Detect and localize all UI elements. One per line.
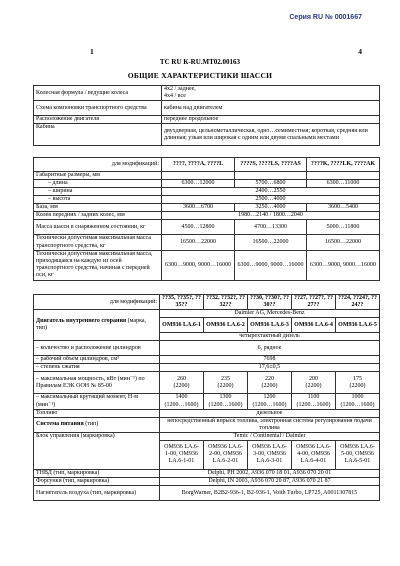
modifications-label: для модификаций:	[34, 295, 160, 310]
cell-value: 16500…22000	[307, 235, 380, 250]
cell-value: 4700…13300	[235, 220, 307, 235]
cell-value: 6300…9000, 9000…16000	[162, 250, 235, 280]
cell-value: 220 (2200)	[248, 372, 292, 394]
modification-header: ????K, ????LK, ????AK	[307, 158, 380, 172]
table-row	[34, 172, 380, 180]
table-row	[34, 188, 380, 196]
cell-value: 6, рядное	[160, 341, 380, 356]
engine-model: OM936 LA.6-2	[204, 318, 248, 333]
table-row	[34, 372, 380, 394]
table-row	[34, 124, 380, 146]
table-row	[34, 486, 380, 501]
cell-value: 6300…11000	[307, 180, 380, 188]
cell-value: 235 (2200)	[204, 372, 248, 394]
modification-header: ????S, ????LS, ????AS	[235, 158, 307, 172]
engine-model: OM936 LA.6-3	[248, 318, 292, 333]
row-label: Расположение двигателя	[34, 116, 162, 124]
cell-value: 1000 (1200…1600)	[336, 394, 380, 409]
modification-header: ????, ????A, ????L	[162, 158, 235, 172]
cell-value: 3250…4000	[235, 204, 307, 212]
modification-header: ??35, ??35?, ??35??	[160, 295, 204, 310]
table-row	[34, 356, 380, 364]
cell-value: 1400 (1200…1600)	[160, 394, 204, 409]
ecu-model: OM936 LA.6-4-00, OM936 LA.6-4-01	[292, 440, 336, 469]
cell-value: 1300 (1200…1600)	[204, 394, 248, 409]
table-row	[34, 116, 380, 124]
table-row	[34, 341, 380, 356]
cell-value: 3600…5400	[307, 204, 380, 212]
cell-value: 16500…22000	[162, 235, 235, 250]
row-label: – количество и расположение цилиндров	[34, 341, 160, 356]
row-label: – максимальная мощность, кВт (мин⁻¹) по Правилам ЕЭК ООН № 85-00	[34, 372, 160, 394]
row-label: Нагнетатель воздуха (тип, маркировка)	[34, 486, 160, 501]
cell-value: Delphi, IN 2003, A936 070 20 87, A936 070 21 87	[160, 478, 380, 486]
table-row	[34, 101, 380, 116]
row-label: Блок управления (маркировка)	[34, 432, 160, 469]
cell-value: 5700…6800	[235, 180, 307, 188]
row-value: переднее продольное	[162, 116, 380, 124]
cell-value: 260 (2200)	[160, 372, 204, 394]
row-label: – длина	[34, 180, 162, 188]
ecu-maker: Temic / Continental / Daimler	[160, 432, 380, 440]
row-value: кабина над двигателем	[162, 101, 380, 116]
row-label: Технически допустимая максимальная масса, приходящаяся на каждую из осей транспортного средства, начиная с передней оси, кг	[34, 250, 162, 280]
dimensions-table	[33, 157, 380, 281]
table-row	[34, 478, 380, 486]
table-row	[34, 196, 380, 204]
cell-value: 17,6±0,5	[160, 364, 380, 372]
cell-value: 2500…4000	[162, 196, 380, 204]
cell-value: 7698	[160, 356, 380, 364]
row-label: Колесная формула / ведущие колеса	[34, 86, 162, 101]
row-value: 4x2 / заднее, 4x4 / все	[162, 86, 380, 101]
page-number-left: 1	[90, 47, 94, 56]
cell-value: 175 (2200)	[336, 372, 380, 394]
modifications-label: для модификаций:	[34, 158, 162, 172]
row-label: Форсунки (тип, маркировка)	[34, 478, 160, 486]
cell-value: 6300…9000, 9000…16000	[307, 250, 380, 280]
cell-value: 3600…6700	[162, 204, 235, 212]
table-row	[34, 409, 380, 417]
row-label: Колея передних / задних колес, мм	[34, 212, 162, 220]
table-row	[34, 469, 380, 477]
serial-number: Серия RU № 0001667	[289, 14, 362, 21]
cell-value: Delphi, PH 2002, A936 070 18 01, A936 070 20 01	[160, 469, 380, 477]
page-number-right: 4	[358, 47, 362, 56]
fuel-system-label: Система питания (тип)	[34, 417, 160, 432]
engine-model: OM936 LA.6-4	[292, 318, 336, 333]
row-label: Топливо	[34, 409, 160, 417]
modification-header: ??32, ??32?, ??32??	[204, 295, 248, 310]
cell-value: дизельное	[160, 409, 380, 417]
row-label: – высота	[34, 196, 162, 204]
table-row	[34, 158, 380, 172]
general-table	[33, 85, 380, 146]
modification-header: ??27, ??27?, ??27??	[292, 295, 336, 310]
row-label: ТНВД (тип, маркировка)	[34, 469, 160, 477]
row-label: – степень сжатия	[34, 364, 160, 372]
table-row	[34, 212, 380, 220]
engine-type: четырехтактный дизель	[160, 333, 380, 341]
engine-model: OM936 LA.6-1	[160, 318, 204, 333]
page-title: ОБЩИЕ ХАРАКТЕРИСТИКИ ШАССИ	[127, 71, 273, 80]
row-label: Кабина	[34, 124, 162, 146]
row-label: – рабочий объем цилиндров, см³	[34, 356, 160, 364]
table-row	[34, 394, 380, 409]
modification-header: ??24, ??24?, ??24??	[336, 295, 380, 310]
table-row	[34, 295, 380, 310]
table-row	[34, 432, 380, 440]
cell-value: непосредственный впрыск топлива, электронная система регулирования подачи топлива	[160, 417, 380, 432]
table-row	[34, 250, 380, 280]
engine-label: Двигатель внутреннего сгорания (марка, тип)	[34, 310, 160, 341]
engine-model: OM936 LA.6-5	[336, 318, 380, 333]
table-row	[34, 204, 380, 212]
cell-value: 6300…9000, 9000…16000	[235, 250, 307, 280]
table-row	[34, 86, 380, 101]
table-row	[34, 220, 380, 235]
cell-value: 16500…22000	[235, 235, 307, 250]
row-label: Технически допустимая максимальная масса транспортного средства, кг	[34, 235, 162, 250]
table-row	[34, 417, 380, 432]
table-row	[34, 310, 380, 318]
ecu-model: OM936 LA.6-1-00, OM936 LA.6-1-01	[160, 440, 204, 469]
table-row	[34, 235, 380, 250]
modification-header: ??30, ??30?, ??30??	[248, 295, 292, 310]
engine-maker: Daimler AG, Mercedes-Benz	[160, 310, 380, 318]
row-label: База, мм	[34, 204, 162, 212]
cell-value: 1200 (1200…1600)	[248, 394, 292, 409]
table-row	[34, 364, 380, 372]
ecu-model: OM936 LA.6-5-00, OM936 LA.6-5-01	[336, 440, 380, 469]
row-label: – максимальный крутящий момент, Н·м (мин⁻¹)	[34, 394, 160, 409]
row-label: – ширина	[34, 188, 162, 196]
cell-value: 1980…2140 / 1800…2040	[162, 212, 380, 220]
cell-value: 200 (2200)	[292, 372, 336, 394]
tc-number: ТС RU К-RU.МТ02.00163	[159, 58, 241, 66]
cell-value: 2400…2550	[162, 188, 380, 196]
ecu-model: OM936 LA.6-2-00, OM936 LA.6-2-01	[204, 440, 248, 469]
engine-table	[33, 294, 380, 501]
cell-value: 6300…12000	[162, 180, 235, 188]
row-label: Схема компоновки транспортного средства	[34, 101, 162, 116]
cell-value: BorgWarner, B2B2-936-1, B2-936-1, Voith Turbo, LP725, A0011307815	[160, 486, 380, 501]
dimensions-header: Габаритные размеры, мм	[34, 172, 162, 180]
ecu-model: OM936 LA.6-3-00, OM936 LA.6-3-01	[248, 440, 292, 469]
table-row	[34, 180, 380, 188]
cell-value: 4500…12800	[162, 220, 235, 235]
cell-value: 5000…11800	[307, 220, 380, 235]
row-label: Масса шасси в снаряженном состоянии, кг	[34, 220, 162, 235]
row-value: двухдверная, цельнометаллическая, одно…семиместная; короткая, средняя или длинная; узкая или широкая с одним или двумя спальными местами	[162, 124, 380, 146]
cell-value: 1100 (1200…1600)	[292, 394, 336, 409]
